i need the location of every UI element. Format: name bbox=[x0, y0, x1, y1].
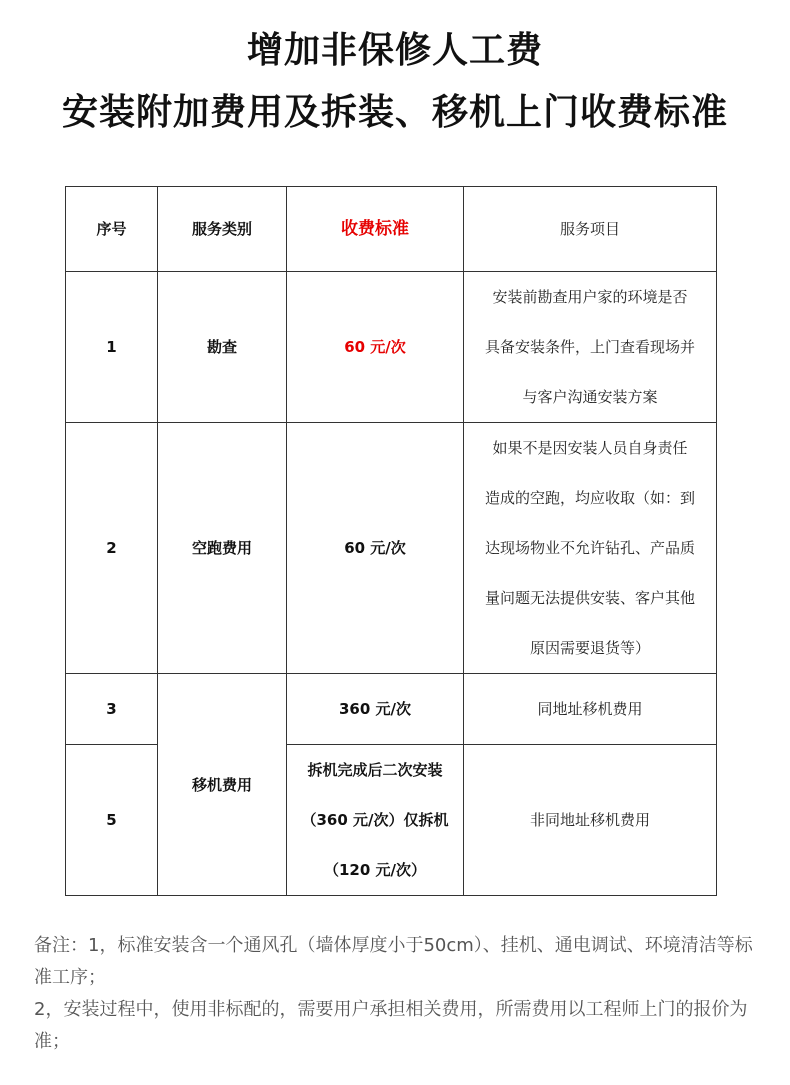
desc-line: 与客户沟通安装方案 bbox=[522, 388, 658, 406]
row-desc: 同地址移机费用 bbox=[464, 674, 717, 745]
desc-line: 造成的空跑，均应收取（如：到 bbox=[484, 489, 695, 507]
row-seq: 1 bbox=[66, 272, 158, 423]
page-subtitle: 安装附加费用及拆装、移机上门收费标准 bbox=[61, 92, 728, 133]
row-category: 空跑费用 bbox=[158, 423, 287, 674]
desc-line: 具备安装条件，上门查看现场并 bbox=[484, 338, 695, 356]
fee-table bbox=[65, 186, 717, 896]
desc-line: 达现场物业不允许钻孔、产品质 bbox=[484, 539, 695, 557]
row-seq: 3 bbox=[66, 674, 158, 745]
fee-line: 拆机完成后二次安装 bbox=[307, 761, 443, 779]
row-seq: 2 bbox=[66, 423, 158, 674]
row-fee: 360 元/次 bbox=[287, 674, 464, 745]
row-fee: 60 元/次 bbox=[287, 423, 464, 674]
page-title: 增加非保修人工费 bbox=[246, 30, 543, 71]
header-service: 服务项目 bbox=[464, 187, 717, 272]
table-header-row bbox=[66, 187, 717, 272]
fee-line: （360 元/次）仅拆机 bbox=[301, 811, 449, 829]
desc-line: 安装前勘查用户家的环境是否 bbox=[492, 288, 688, 306]
row-category: 勘查 bbox=[158, 272, 287, 423]
desc-line: 原因需要退货等） bbox=[529, 639, 650, 657]
table-row bbox=[66, 272, 717, 423]
row-desc bbox=[464, 272, 717, 423]
note-line: 备注：1，标准安装含一个通风孔（墙体厚度小于50cm）、挂机、通电调试、环境清洁等标准工序； bbox=[34, 935, 753, 988]
notes bbox=[34, 930, 756, 1058]
row-desc bbox=[464, 423, 717, 674]
row-seq: 5 bbox=[66, 745, 158, 896]
row-category: 移机费用 bbox=[158, 674, 287, 896]
fee-line: （120 元/次） bbox=[323, 861, 426, 879]
header-category: 服务类别 bbox=[158, 187, 287, 272]
note-line: 2，安装过程中，使用非标配的，需要用户承担相关费用，所需费用以工程师上门的报价为准； bbox=[34, 999, 748, 1052]
header-seq: 序号 bbox=[66, 187, 158, 272]
table-row bbox=[66, 674, 717, 745]
row-fee: 60 元/次 bbox=[287, 272, 464, 423]
row-desc: 非同地址移机费用 bbox=[464, 745, 717, 896]
table-row bbox=[66, 423, 717, 674]
row-fee bbox=[287, 745, 464, 896]
desc-line: 量问题无法提供安装、客户其他 bbox=[484, 589, 695, 607]
header-fee: 收费标准 bbox=[287, 187, 464, 272]
desc-line: 如果不是因安装人员自身责任 bbox=[492, 439, 688, 457]
